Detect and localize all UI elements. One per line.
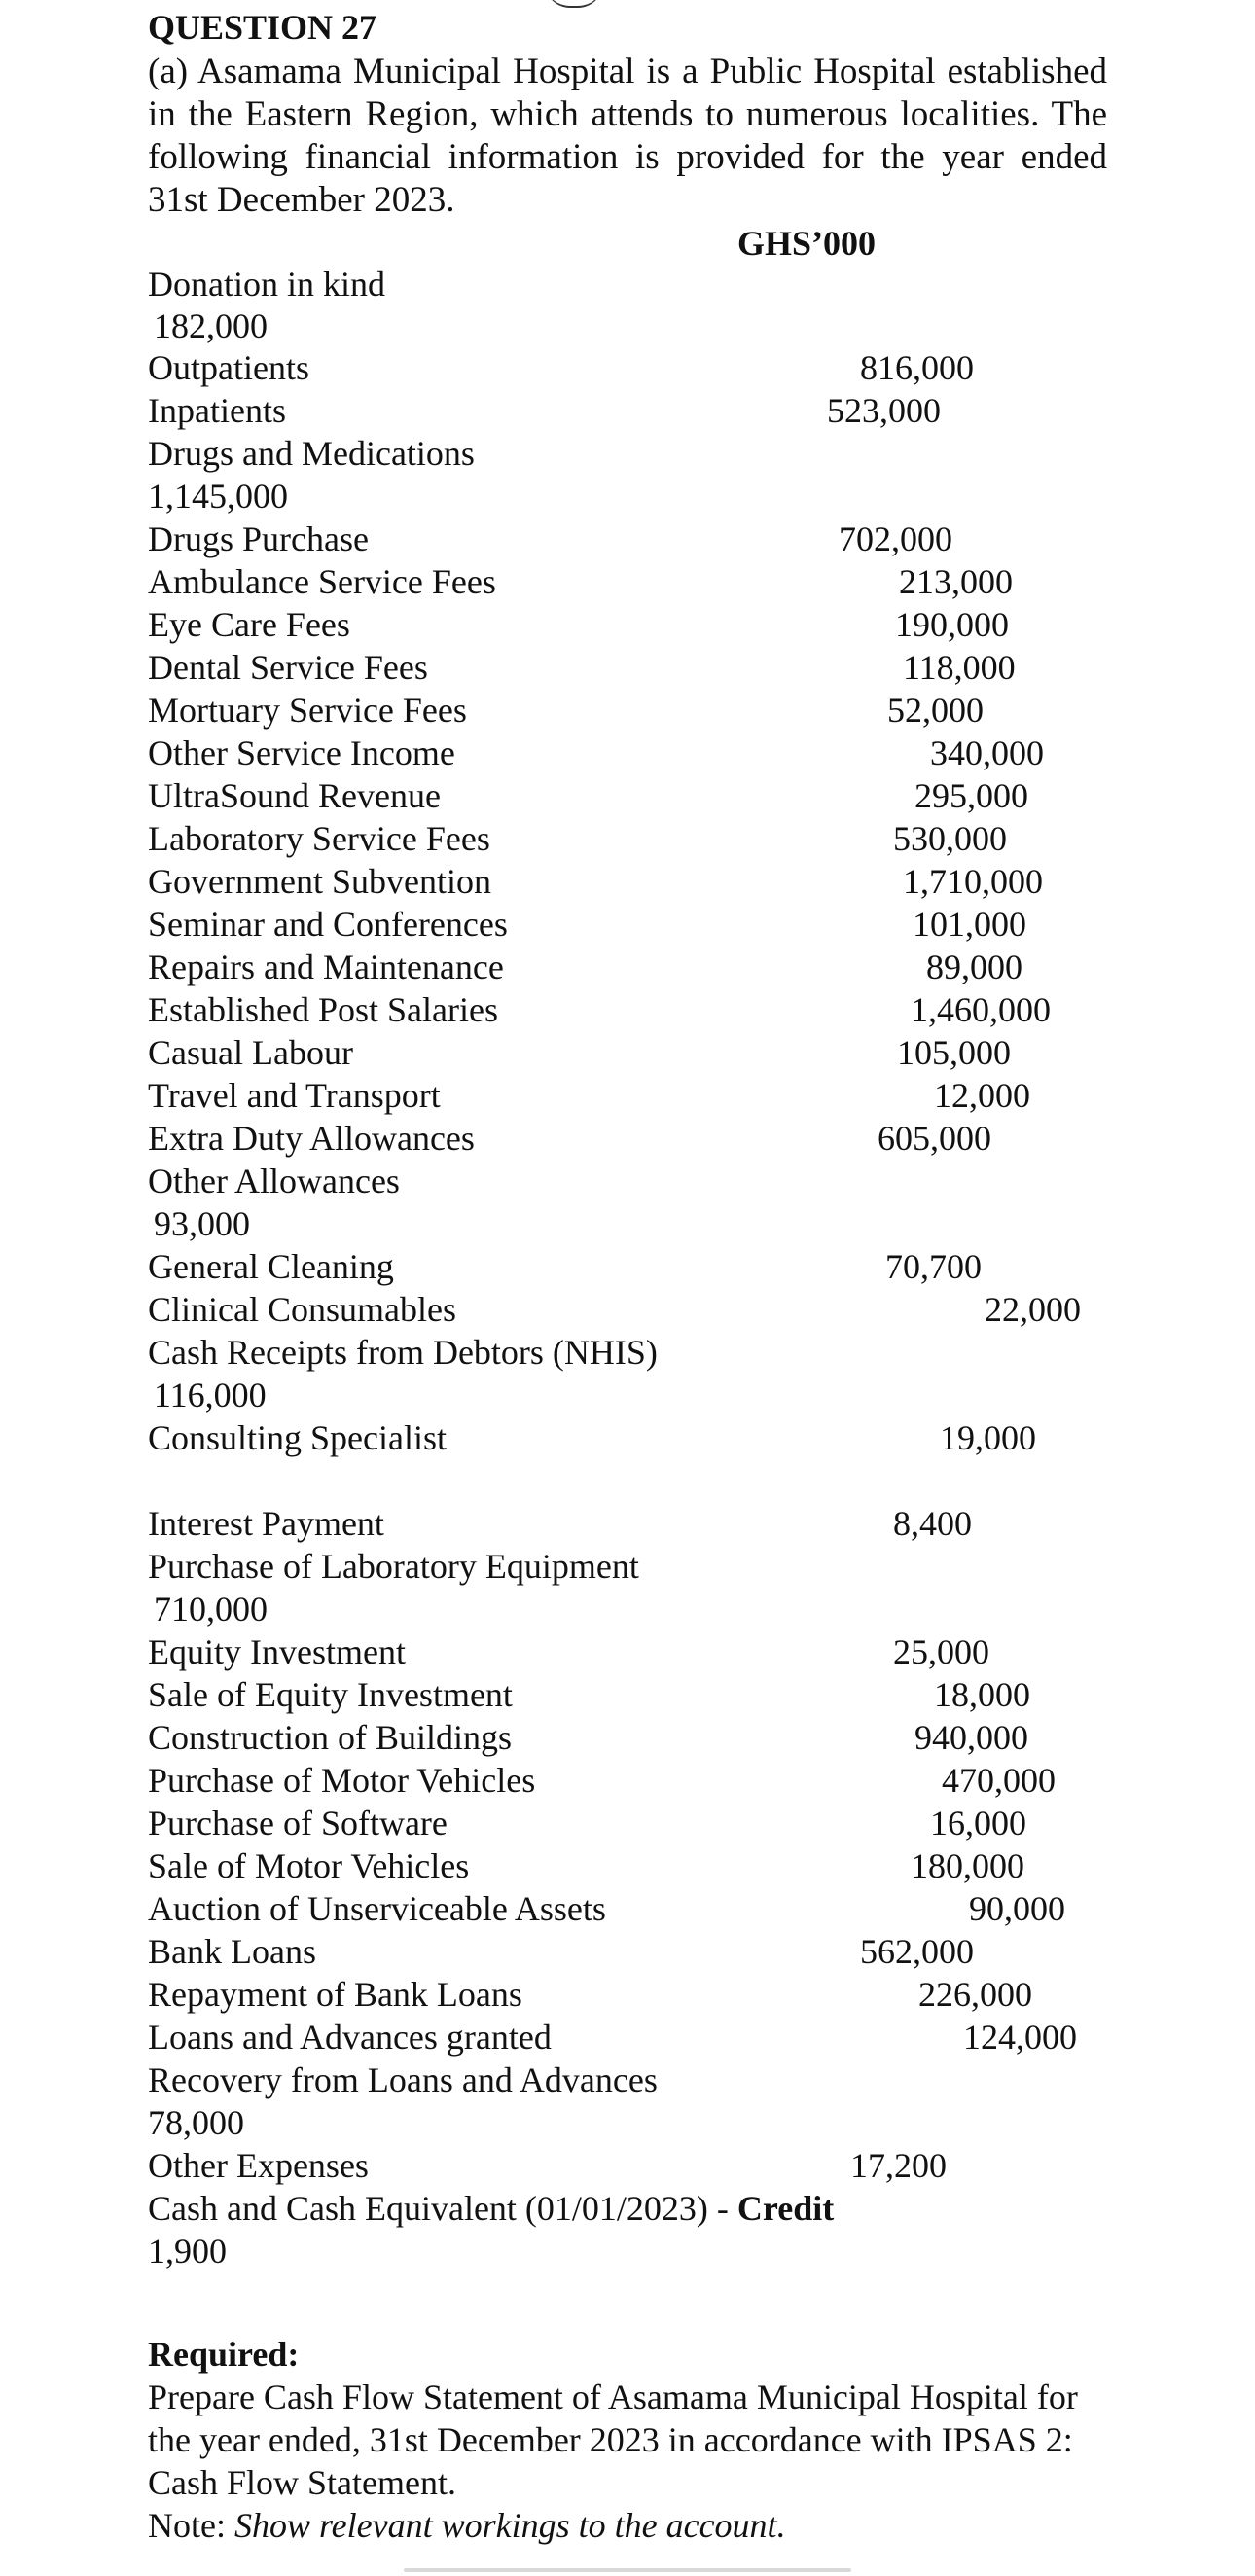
item-label: Sale of Equity Investment [148,1675,513,1714]
item-amount: 816,000 [860,348,974,387]
item-label: Equity Investment [148,1632,406,1671]
item-label: Repairs and Maintenance [148,948,504,986]
item-label: Construction of Buildings [148,1718,513,1757]
item-label: Purchase of Laboratory Equipment [148,1547,639,1586]
cropped-previous-text-fragment [545,0,603,8]
item-amount: 940,000 [914,1718,1028,1757]
item-label: Eye Care Fees [148,605,350,644]
item-amount: 1,710,000 [903,862,1043,901]
item-label: Other Allowances [148,1162,400,1200]
item-amount: 52,000 [887,691,984,730]
item-label: Government Subvention [148,862,491,901]
item-label: Recovery from Loans and Advances [148,2060,658,2099]
item-label: Purchase of Software [148,1804,448,1843]
item-amount: 605,000 [878,1119,991,1158]
item-label: Extra Duty Allowances [148,1119,475,1158]
item-label: Drugs and Medications [148,434,475,473]
item-amount: 710,000 [154,1590,268,1628]
item-amount: 1,900 [148,2232,227,2271]
item-label: Inpatients [148,391,286,430]
item-amount: 523,000 [827,391,941,430]
required-text: Prepare Cash Flow Statement of Asamama Municipal Hospital for the year ended, 31st December 2023 in accordance with IPSAS 2: Cash Flow Statement. [148,2378,1078,2502]
item-label: General Cleaning [148,1247,394,1286]
item-label: Cash Receipts from Debtors (NHIS) [148,1333,658,1372]
item-label: Bank Loans [148,1932,316,1971]
item-amount: 182,000 [154,306,268,345]
item-label: Casual Labour [148,1033,353,1072]
item-amount: 116,000 [154,1376,267,1414]
item-amount: 702,000 [839,519,952,558]
item-amount: 8,400 [893,1504,972,1543]
home-indicator-bar [404,2568,851,2572]
item-amount: 1,145,000 [148,477,288,516]
item-label: UltraSound Revenue [148,776,441,815]
item-label: Purchase of Motor Vehicles [148,1761,536,1800]
item-label: Loans and Advances granted [148,2018,552,2057]
item-amount: 89,000 [926,948,1022,986]
item-amount: 16,000 [930,1804,1026,1843]
question-title: QUESTION 27 [148,8,377,47]
item-amount: 470,000 [942,1761,1056,1800]
item-amount: 124,000 [963,2018,1077,2057]
item-label: Outpatients [148,348,309,387]
item-amount: 226,000 [918,1975,1032,2014]
item-label: Dental Service Fees [148,648,428,687]
item-label: Auction of Unserviceable Assets [148,1889,606,1928]
item-label: Clinical Consumables [148,1290,456,1329]
note [148,2504,786,2547]
item-amount: 530,000 [893,819,1007,858]
item-amount: 118,000 [903,648,1016,687]
item-label: Other Expenses [148,2146,369,2185]
item-amount: 213,000 [899,562,1013,601]
item-amount: 78,000 [148,2103,244,2142]
currency-header: GHS’000 [737,224,877,263]
item-amount: 1,460,000 [911,990,1051,1029]
item-label: Seminar and Conferences [148,905,508,944]
item-amount: 93,000 [154,1204,250,1243]
credit-indicator: Credit [736,2189,835,2228]
item-amount: 19,000 [940,1418,1036,1457]
item-amount: 562,000 [860,1932,974,1971]
item-label: Established Post Salaries [148,990,498,1029]
item-label: Other Service Income [148,733,455,772]
opening-cash-label [148,2187,834,2230]
item-amount: 22,000 [985,1290,1081,1329]
item-amount: 105,000 [897,1033,1011,1072]
item-label: Drugs Purchase [148,519,369,558]
note-text: Show relevant workings to the account. [233,2506,786,2545]
item-amount: 18,000 [934,1675,1030,1714]
item-amount: 101,000 [913,905,1026,944]
item-label: Interest Payment [148,1504,384,1543]
item-label: Mortuary Service Fees [148,691,467,730]
item-amount: 70,700 [885,1247,982,1286]
item-amount: 17,200 [850,2146,947,2185]
item-amount: 25,000 [893,1632,989,1671]
question-intro: (a) Asamama Municipal Hospital is a Public Hospital established in the Eastern Region, which attends to numerous localities. The following financial information is provided for the year ended 31st December 2023. [148,52,1107,220]
item-amount: 340,000 [930,733,1044,772]
item-amount: 190,000 [895,605,1009,644]
item-amount: 12,000 [934,1076,1030,1115]
item-label: Repayment of Bank Loans [148,1975,522,2014]
note-prefix: Note: [148,2506,234,2545]
item-label: Ambulance Service Fees [148,562,496,601]
item-amount: 295,000 [914,776,1028,815]
item-label: Consulting Specialist [148,1418,448,1457]
item-label: Laboratory Service Fees [148,819,490,858]
item-amount: 180,000 [911,1846,1024,1885]
item-amount: 90,000 [969,1889,1065,1928]
opening-cash-text: Cash and Cash Equivalent (01/01/2023) - [148,2189,737,2228]
required-heading: Required: [148,2335,300,2374]
item-label: Travel and Transport [148,1076,441,1115]
item-label: Sale of Motor Vehicles [148,1846,470,1885]
item-label: Donation in kind [148,265,385,304]
